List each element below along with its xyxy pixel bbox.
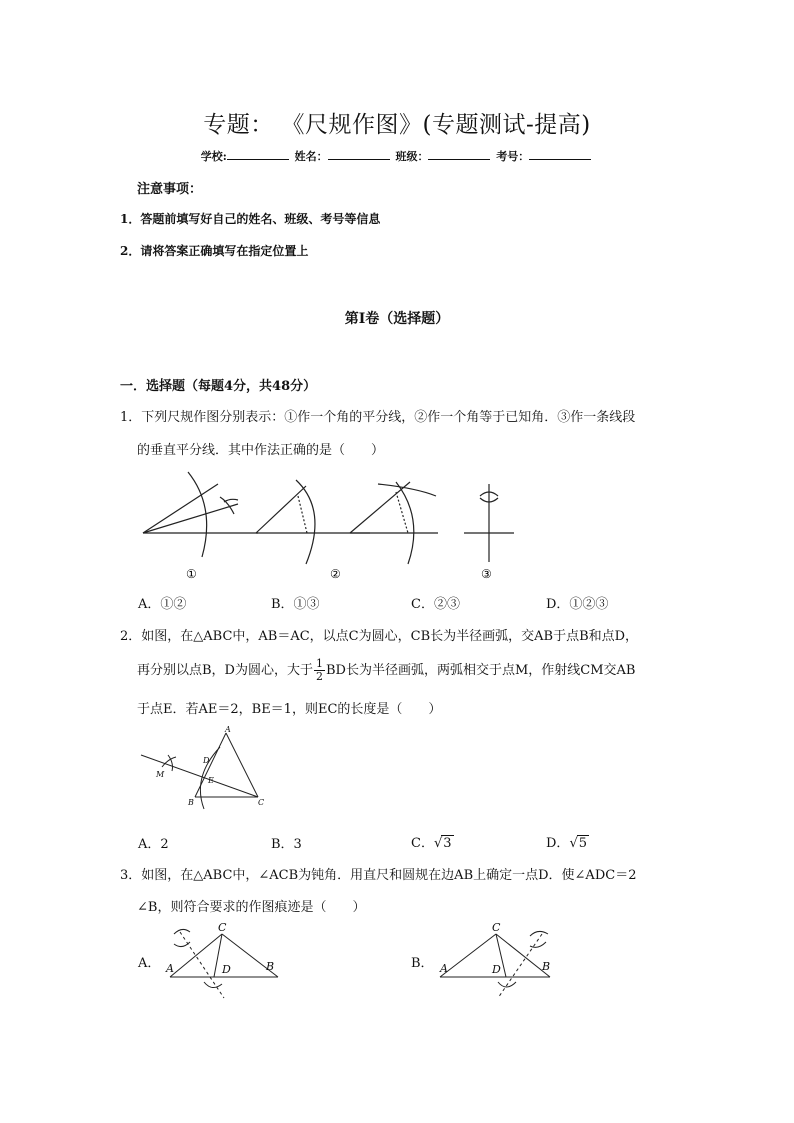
q3-figure-a xyxy=(160,920,285,1000)
q2-figure xyxy=(138,725,273,813)
q2-line-2b: BD长为半径画弧，两弧相交于点M，作射线CM交AB xyxy=(325,663,636,678)
school-blank[interactable] xyxy=(227,148,289,160)
q2-label-a: A xyxy=(225,725,231,734)
q2-arc-m-2 xyxy=(168,755,173,771)
note-item-2: 2．请将答案正确填写在指定位置上 xyxy=(120,244,309,258)
q1-fig3-arc-top xyxy=(378,484,436,496)
q1-fig1-bisector xyxy=(143,504,238,533)
q3a-arc-top xyxy=(174,929,190,934)
name-blank[interactable] xyxy=(328,148,390,160)
q2-option-d[interactable] xyxy=(546,832,589,851)
q1-option-a[interactable]: A．①② xyxy=(138,597,187,612)
q3-line-1: 3．如图，在△ABC中，∠ACB为钝角．用直尺和圆规在边AB上确定一点D．使∠ADC＝2 xyxy=(120,868,637,883)
q3a-segment-cd xyxy=(214,934,222,977)
q3-line-2: ∠B，则符合要求的作图痕迹是（ ） xyxy=(137,900,366,915)
q3-figure-b xyxy=(434,920,559,1000)
q2-label-d: D xyxy=(203,756,210,765)
q1-fig-label-2: ② xyxy=(330,567,341,581)
q3-option-a[interactable]: A． xyxy=(138,956,161,971)
q2-frac-den: 2 xyxy=(315,670,323,683)
notes-heading: 注意事项： xyxy=(137,182,203,197)
class-blank[interactable] xyxy=(428,148,490,160)
student-info-line xyxy=(0,148,794,164)
q2-label-c: C xyxy=(258,798,265,807)
q2-label-e: E xyxy=(208,776,214,785)
q1-option-d[interactable]: D．①②③ xyxy=(546,597,609,612)
q2-option-a[interactable]: A．2 xyxy=(138,837,169,852)
q2-fraction xyxy=(314,658,325,683)
q1-option-b[interactable]: B．①③ xyxy=(271,597,320,612)
q3b-arc-top-2 xyxy=(530,942,546,947)
q1-fig2-ray xyxy=(256,486,306,533)
exam-no-blank[interactable] xyxy=(529,148,591,160)
field-school: 学校: xyxy=(200,150,227,163)
q3a-side-ac xyxy=(170,934,222,977)
sqrt-icon: √ xyxy=(433,836,443,851)
q3b-label-d: D xyxy=(492,963,501,976)
q1-figures xyxy=(138,462,528,582)
q3b-label-a: A xyxy=(440,962,448,975)
q2-label-b: B xyxy=(188,798,194,807)
q3a-label-d: D xyxy=(222,963,231,976)
q3a-label-c: C xyxy=(218,921,227,934)
q2-line-2a: 再分别以点B，D为圆心，大于 xyxy=(137,663,313,678)
q2-line-2 xyxy=(137,658,635,683)
field-exam-no: 考号： xyxy=(496,150,530,163)
part-title: 第Ⅰ卷（选择题） xyxy=(344,311,450,327)
q3b-label-b: B xyxy=(542,960,551,973)
page-title: 专题： 《尺规作图》(专题测试-提高) xyxy=(203,112,591,138)
q3b-label-c: C xyxy=(492,921,501,934)
q3-option-b[interactable]: B． xyxy=(411,956,434,971)
q3b-side-ac xyxy=(440,934,496,977)
q3a-label-a: A xyxy=(166,962,174,975)
q2-line-3: 于点E．若AE＝2，BE＝1，则EC的长度是（ ） xyxy=(137,702,442,717)
q2-label-m: M xyxy=(156,770,165,779)
q1-option-c[interactable]: C．②③ xyxy=(411,597,460,612)
q2-option-d-prefix: D． xyxy=(546,836,570,851)
q2-option-b[interactable]: B．3 xyxy=(271,837,302,852)
q2-option-c-prefix: C． xyxy=(411,836,434,851)
q2-option-c-radicand: 3 xyxy=(443,836,452,851)
q3a-dashed xyxy=(180,932,224,998)
field-name: 姓名： xyxy=(294,150,328,163)
q2-option-c[interactable] xyxy=(411,832,454,851)
q3a-arc-bottom xyxy=(204,982,222,988)
q2-side-ab xyxy=(195,733,226,797)
field-class: 班级： xyxy=(395,150,429,163)
q2-option-d-radicand: 5 xyxy=(578,836,588,851)
q3a-label-b: B xyxy=(266,960,275,973)
note-item-1: 1．答题前填写好自己的姓名、班级、考号等信息 xyxy=(120,212,381,226)
q1-fig2-dashed xyxy=(298,496,307,533)
q3b-arc-top xyxy=(530,931,548,936)
q1-line-1: 1．下列尺规作图分别表示：①作一个角的平分线，②作一个角等于已知角．③作一条线段 xyxy=(120,410,636,425)
q1-line-2: 的垂直平分线．其中作法正确的是（ ） xyxy=(137,443,385,458)
q1-fig-label-1: ① xyxy=(186,567,197,581)
q2-frac-num: 1 xyxy=(315,657,323,670)
sqrt-icon: √ xyxy=(569,836,578,851)
q1-fig-label-3: ③ xyxy=(481,567,492,581)
q2-line-1: 2．如图，在△ABC中，AB＝AC，以点C为圆心，CB长为半径画弧，交AB于点B和点D， xyxy=(120,629,639,644)
section-title: 一．选择题（每题4分，共48分） xyxy=(120,379,317,394)
